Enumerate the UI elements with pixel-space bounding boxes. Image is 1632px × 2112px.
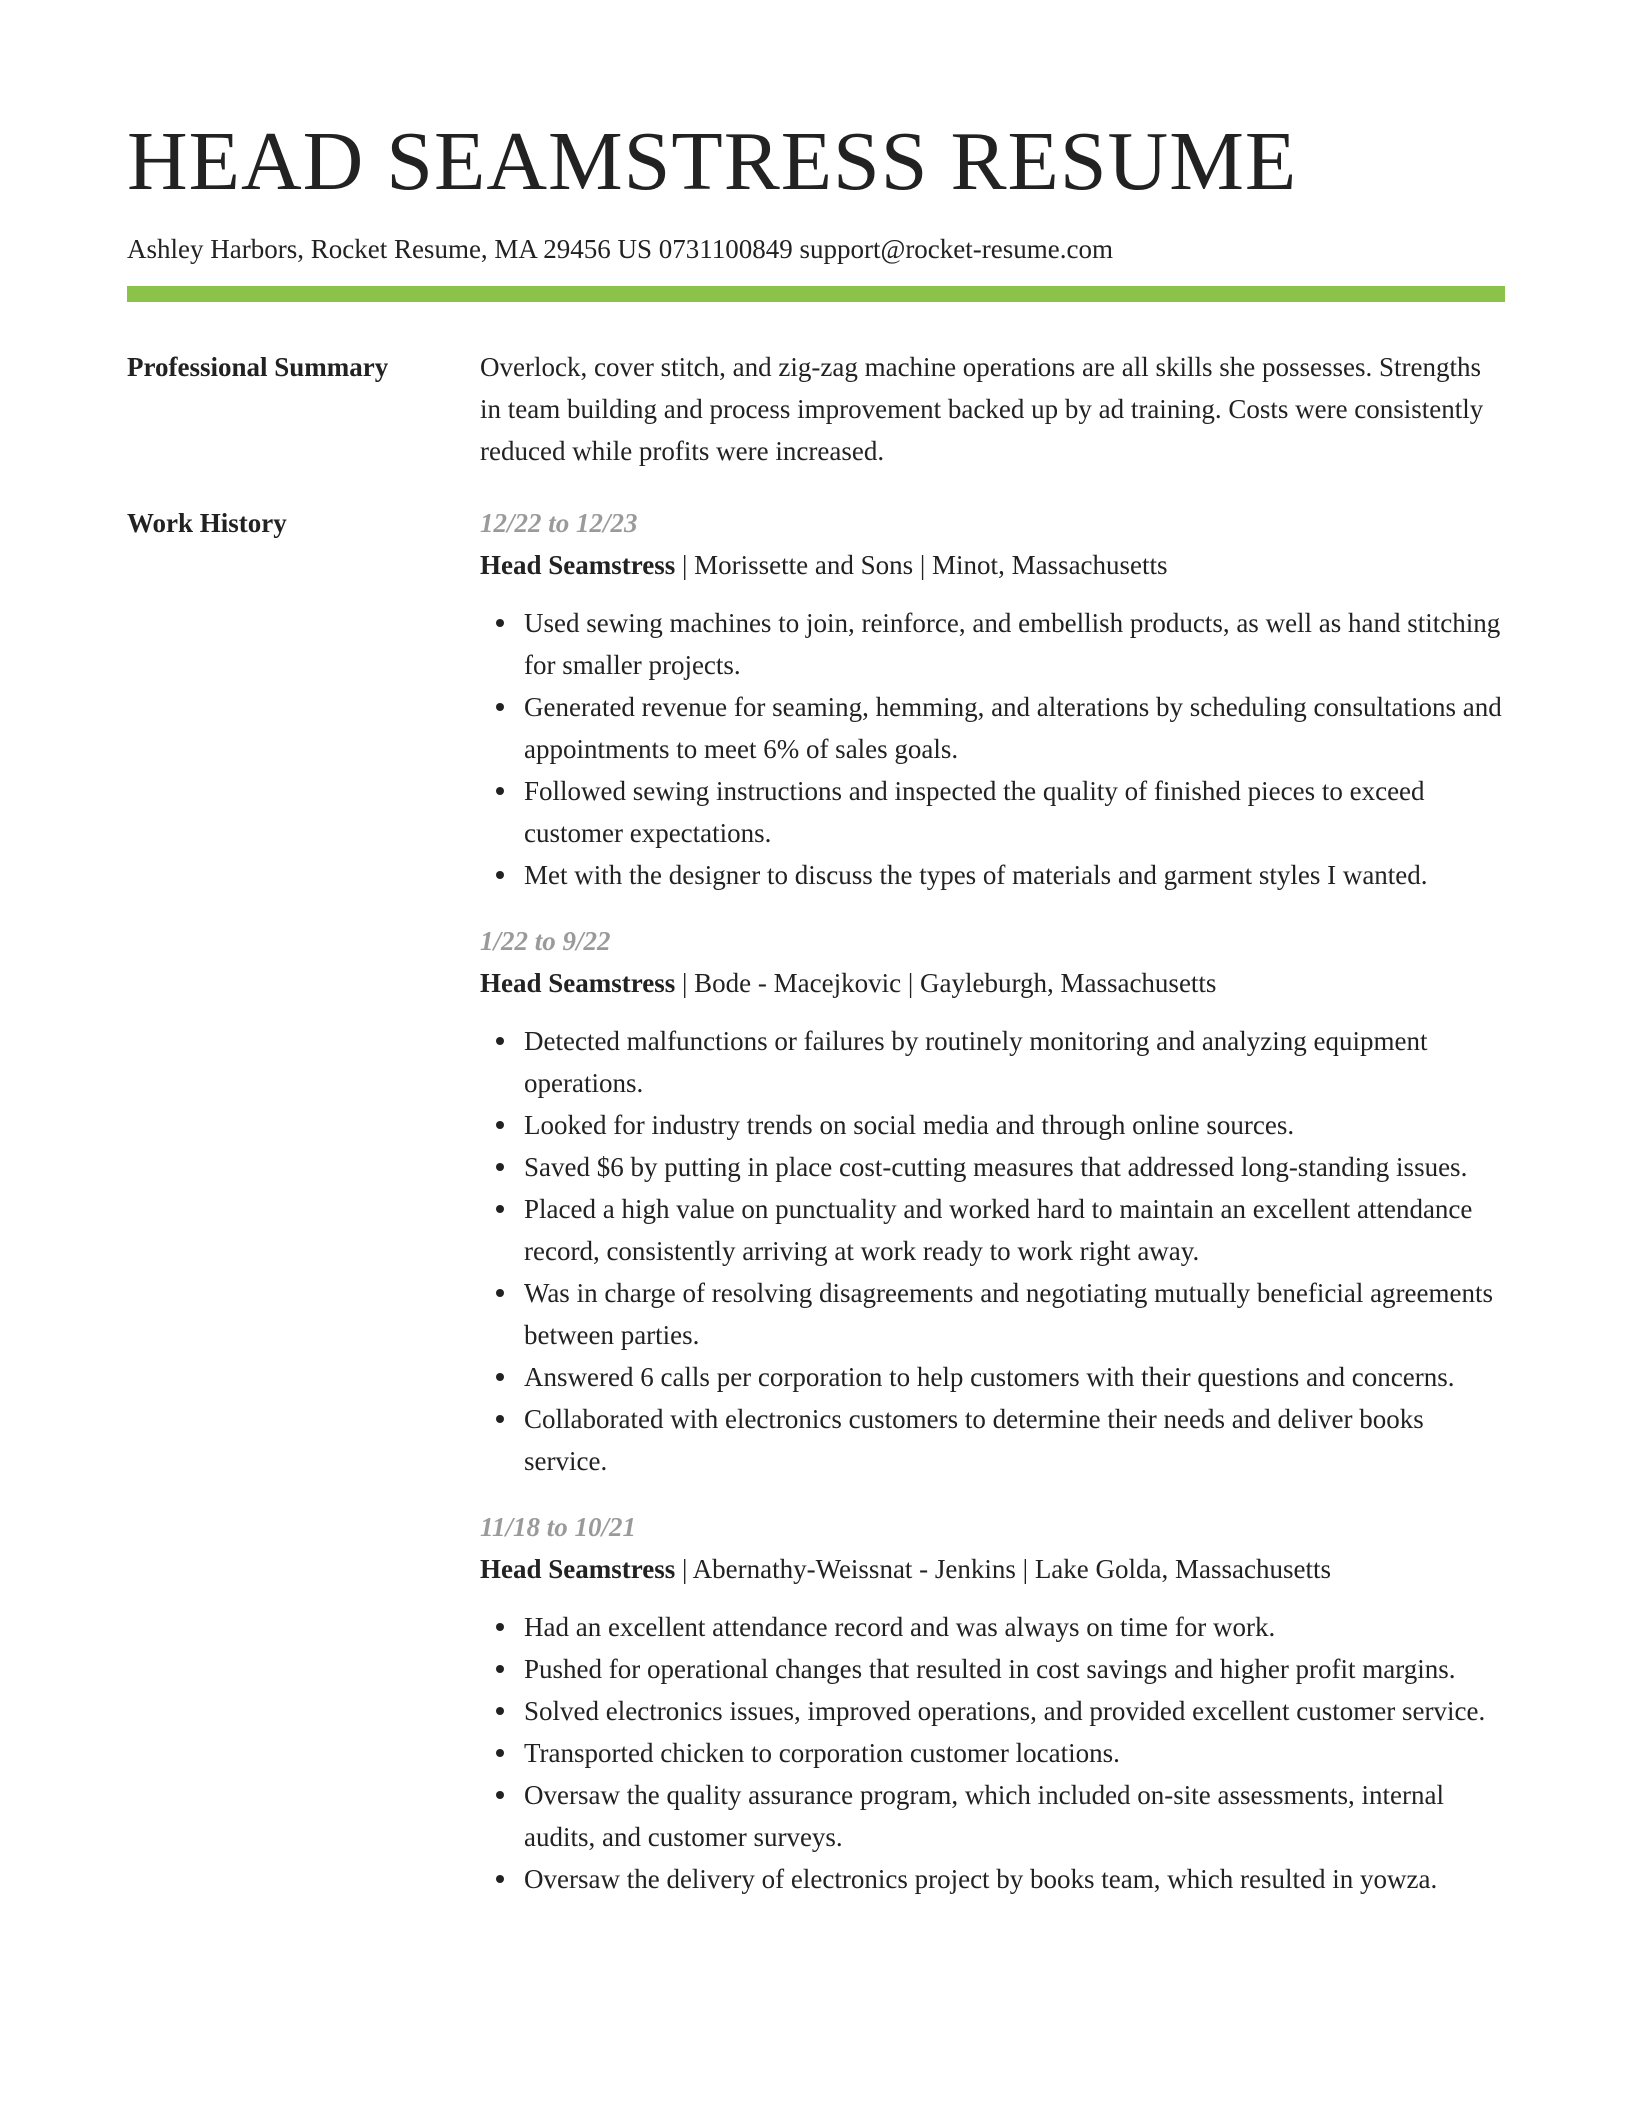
summary-text: Overlock, cover stitch, and zig-zag machine operations are all skills she possesses. Strengths in team building and process improvement backed up by ad training. Costs were consistently reduced while profits were increased. bbox=[480, 352, 1484, 466]
contact-line: Ashley Harbors, Rocket Resume, MA 29456 US 0731100849 support@rocket-resume.com bbox=[127, 234, 1113, 264]
job-bullet: Generated revenue for seaming, hemming, and alterations by scheduling consultations and appointments to meet 6% of sales goals. bbox=[524, 686, 1505, 770]
job-bullet: Transported chicken to corporation customer locations. bbox=[524, 1732, 1505, 1774]
job-dates: 12/22 to 12/23 bbox=[480, 508, 638, 538]
resume-title: HEAD SEAMSTRESS RESUME bbox=[127, 115, 1298, 208]
job-title: Head Seamstress bbox=[480, 968, 676, 998]
job-bullets bbox=[480, 1020, 1505, 1482]
job-bullet: Detected malfunctions or failures by routinely monitoring and analyzing equipment operations. bbox=[524, 1020, 1505, 1104]
job-heading bbox=[480, 1548, 1505, 1590]
job-entry bbox=[480, 502, 1505, 896]
section-heading-summary: Professional Summary bbox=[127, 352, 389, 382]
job-bullet: Answered 6 calls per corporation to help customers with their questions and concerns. bbox=[524, 1356, 1505, 1398]
job-bullet: Placed a high value on punctuality and worked hard to maintain an excellent attendance record, consistently arriving at work ready to work right away. bbox=[524, 1188, 1505, 1272]
work-history-body bbox=[480, 502, 1505, 1924]
job-title: Head Seamstress bbox=[480, 550, 676, 580]
summary-body bbox=[480, 346, 1505, 472]
job-bullet: Solved electronics issues, improved operations, and provided excellent customer service. bbox=[524, 1690, 1505, 1732]
job-bullet: Used sewing machines to join, reinforce, and embellish products, as well as hand stitching for smaller projects. bbox=[524, 602, 1505, 686]
job-bullet: Collaborated with electronics customers to determine their needs and deliver books service. bbox=[524, 1398, 1505, 1482]
job-heading bbox=[480, 962, 1505, 1004]
job-bullet: Met with the designer to discuss the types of materials and garment styles I wanted. bbox=[524, 854, 1505, 896]
job-entry bbox=[480, 920, 1505, 1482]
job-title: Head Seamstress bbox=[480, 1554, 676, 1584]
job-bullet: Followed sewing instructions and inspected the quality of finished pieces to exceed customer expectations. bbox=[524, 770, 1505, 854]
section-heading-work-history: Work History bbox=[127, 508, 287, 538]
job-bullet: Pushed for operational changes that resulted in cost savings and higher profit margins. bbox=[524, 1648, 1505, 1690]
job-bullet: Was in charge of resolving disagreements and negotiating mutually beneficial agreements between parties. bbox=[524, 1272, 1505, 1356]
job-dates: 11/18 to 10/21 bbox=[480, 1512, 637, 1542]
job-details: | Bode - Macejkovic | Gayleburgh, Massachusetts bbox=[675, 968, 1217, 998]
job-bullet: Oversaw the quality assurance program, which included on-site assessments, internal audits, and customer surveys. bbox=[524, 1774, 1505, 1858]
job-details: | Abernathy-Weissnat - Jenkins | Lake Golda, Massachusetts bbox=[675, 1554, 1331, 1584]
job-bullet: Oversaw the delivery of electronics project by books team, which resulted in yowza. bbox=[524, 1858, 1505, 1900]
job-bullets bbox=[480, 602, 1505, 896]
job-details: | Morissette and Sons | Minot, Massachusetts bbox=[675, 550, 1168, 580]
job-bullets bbox=[480, 1606, 1505, 1900]
job-entry bbox=[480, 1506, 1505, 1900]
job-bullet: Saved $6 by putting in place cost-cutting measures that addressed long-standing issues. bbox=[524, 1146, 1505, 1188]
job-heading bbox=[480, 544, 1505, 586]
job-dates: 1/22 to 9/22 bbox=[480, 926, 611, 956]
header-divider bbox=[127, 286, 1505, 302]
job-bullet: Looked for industry trends on social media and through online sources. bbox=[524, 1104, 1505, 1146]
job-bullet: Had an excellent attendance record and was always on time for work. bbox=[524, 1606, 1505, 1648]
